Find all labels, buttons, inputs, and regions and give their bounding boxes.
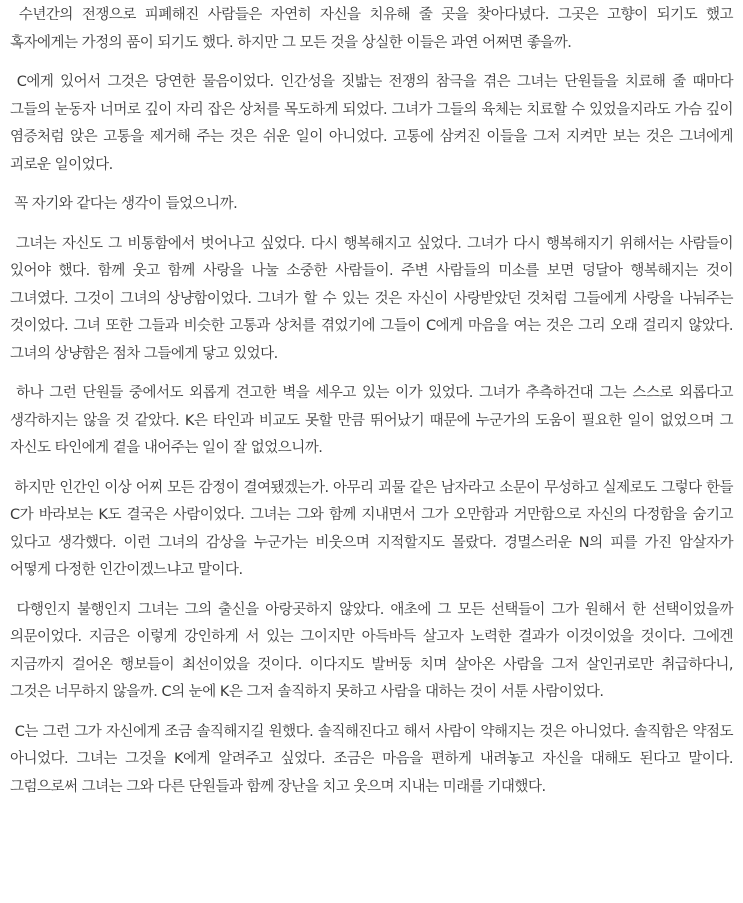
paragraph-5: 하나 그런 단원들 중에서도 외롭게 견고한 벽을 세우고 있는 이가 있었다. 그녀가 추측하건대 그는 스스로 외롭다고 생각하지는 않을 것 같았다. K은 타인과 비교도 못할 만큼 뛰어났기 때문에 누군가의 도움이 필요한 일이 없었으며 그 자신도 타인에게 곁을 내어주는 일이 잘 없었으니까. — [10, 385, 738, 456]
paragraph-8: C는 그런 그가 자신에게 조금 솔직해지길 원했다. 솔직해진다고 해서 사람이 약해지는 것은 아니었다. 솔직함은 약점도 아니었다. 그녀는 그것을 K에게 알려주고 싶었다. 조금은 마음을 편하게 내려놓고 자신을 대해도 된다고 말이다. 그럼으로써 그녀는 그와 다른 단원들과 함께 장난을 치고 웃으며 지내는 미래를 기대했다. — [10, 723, 738, 795]
paragraph-6: 하지만 인간인 이상 어찌 모든 감정이 결여됐겠는가. 아무리 괴물 같은 남자라고 소문이 무성하고 실제로도 그렇다 한들 C가 바라보는 K도 결국은 사람이었다. 그녀는 그와 함께 지내면서 그가 오만함과 거만함으로 자신의 다정함을 숨기고 있다고 생각했다. 이런 그녀의 감상을 누군가는 비웃으며 지적할지도 몰랐다. 경멸스러운 N의 피를 가진 암살자가 어떻게 다정한 인간이겠느냐고 말이다. — [10, 479, 738, 578]
paragraph-7: 다행인지 불행인지 그녀는 그의 출신을 아랑곳하지 않았다. 애초에 그 모든 선택들이 그가 원해서 한 선택이었을까 의문이었다. 지금은 이렇게 강인하게 서 있는 그이지만 아득바득 살고자 노력한 결과가 이것이었을 것이다. 그에겐 지금까지 걸어온 행보들이 최선이었을 것이다. 이다지도 발버둥 치며 살아온 사람을 그저 살인귀로만 취급하다니, 그것은 너무하지 않을까. C의 눈에 K은 그저 솔직하지 못하고 사람을 대하는 것이 서툰 사람이었다. — [10, 601, 738, 700]
paragraph-3: 꼭 자기와 같다는 생각이 들었으니까. — [10, 196, 238, 212]
paragraph-4: 그녀는 자신도 그 비통함에서 벗어나고 싶었다. 다시 행복해지고 싶었다. 그녀가 다시 행복해지기 위해서는 사람들이 있어야 했다. 함께 웃고 함께 사랑을 나눌 소중한 사람들이. 주변 사람들의 미소를 보면 덩달아 행복해지는 것이 그녀였다. 그것이 그녀의 상냥함이었다. 그녀가 할 수 있는 것은 자신이 사랑받았던 것처럼 그들에게 사랑을 나눠주는 것이었다. 그녀 또한 그들과 비슷한 고통과 상처를 겪었기에 그들이 C에게 마음을 여는 것은 그리 오래 걸리지 않았다. 그녀의 상냥함은 점차 그들에게 닿고 있었다. — [10, 235, 738, 362]
paragraph-2: C에게 있어서 그것은 당연한 물음이었다. 인간성을 짓밟는 전쟁의 참극을 겪은 그녀는 단원들을 치료해 줄 때마다 그들의 눈동자 너머로 깊이 자리 잡은 상처를 목도하게 되었다. 그녀가 그들의 육체는 치료할 수 있었을지라도 가슴 깊이 염증처럼 앉은 고통을 제거해 주는 것은 쉬운 일이 아니었다. 고통에 삼켜진 이들을 그저 지켜만 보는 것은 그녀에게 괴로운 일이었다. — [10, 74, 738, 173]
paragraph-1: 수년간의 전쟁으로 피폐해진 사람들은 자연히 자신을 치유해 줄 곳을 찾아다녔다. 그곳은 고향이 되기도 했고 혹자에게는 가정의 품이 되기도 했다. 하지만 그 모든 것을 상실한 이들은 과연 어쩌면 좋을까. — [10, 7, 738, 51]
